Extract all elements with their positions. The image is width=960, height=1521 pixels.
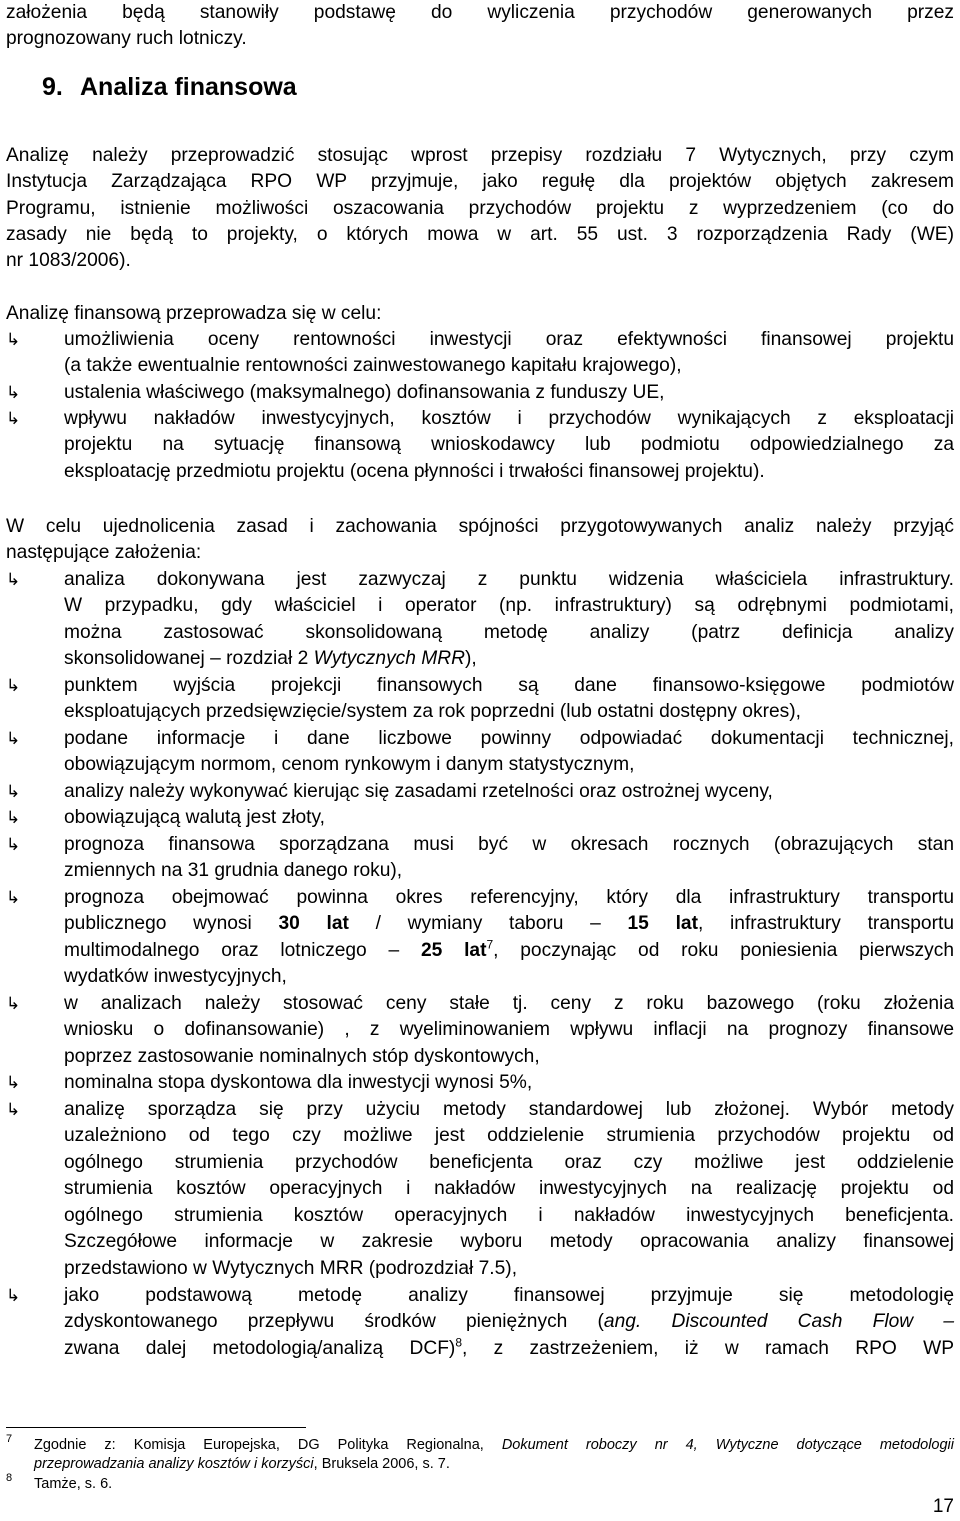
list-item: prognoza finansowa sporządzana musi być w okresach rocznych (obrazujących stan — [64, 834, 954, 855]
list-item: zmiennych na 31 grudnia danego roku), — [64, 860, 403, 881]
list-item: przedstawiono w Wytycznych MRR (podrozdział 7.5), — [64, 1258, 518, 1279]
footnote-ref[interactable]: 8 — [455, 1335, 462, 1350]
footnote-ref[interactable]: 7 — [486, 937, 494, 952]
footnote-text: Zgodnie z: Komisja Europejska, DG Polityka Regionalna, Dokument roboczy nr 4, Wytyczne dotyczące metodologii — [34, 1437, 954, 1453]
list-item: prognoza obejmować powinna okres referencyjny, który dla infrastruktury transportu — [64, 887, 954, 908]
list-item: strumienia kosztów operacyjnych i nakładów inwestycyjnych na realizację projektu od — [64, 1178, 954, 1199]
list-item: wpływu nakładów inwestycyjnych, kosztów i przychodów wynikających z eksploatacji — [64, 408, 954, 429]
arrow-bullet-icon: ↳ — [6, 1286, 21, 1305]
list-item: można zastosować skonsolidowaną metodę analizy (patrz definicja analizy — [64, 622, 954, 643]
list-item: (a także ewentualnie rentowności zainwestowanego kapitału krajowego), — [64, 355, 682, 376]
list-item: multimodalnego oraz lotniczego – 25 lat$^7$, poczynając od roku poniesienia pierwszych — [64, 937, 954, 961]
list-item: nominalna stopa dyskontowa dla inwestycji wynosi 5%, — [64, 1072, 533, 1093]
arrow-bullet-icon: ↳ — [6, 1100, 21, 1119]
list-item: zwana dalej metodologią/analizą DCF)$^8$, z zastrzeżeniem, iż w ramach RPO WP — [64, 1335, 955, 1359]
text-line: Instytucja Zarządzająca RPO WP przyjmuje, jako regułę dla projektów objętych zakresem — [6, 171, 954, 192]
list-item: podane informacje i dane liczbowe powinny odpowiadać dokumentacji technicznej, — [64, 728, 954, 749]
list-item: w analizach należy stosować ceny stałe tj. ceny z roku bazowego (roku złożenia — [64, 993, 954, 1014]
page-number: 17 — [932, 1496, 954, 1517]
footnote-number: 8 — [6, 1472, 13, 1484]
arrow-bullet-icon: ↳ — [6, 676, 21, 695]
text-line: prognozowany ruch lotniczy. — [6, 28, 247, 49]
arrow-bullet-icon: ↳ — [6, 782, 21, 801]
text-line: zasady nie będą to projekty, o których mowa w art. 55 ust. 3 rozporządzenia Rady (WE) — [6, 224, 954, 245]
arrow-bullet-icon: ↳ — [6, 729, 21, 748]
list-item: analiza dokonywana jest zazwyczaj z punktu widzenia właściciela infrastruktury. — [64, 569, 954, 590]
list-item: obowiązującym normom, cenom rynkowym i danym statystycznym, — [64, 754, 635, 775]
list-item: uzależniono od tego czy możliwe jest oddzielenie strumienia przychodów projektu od — [64, 1125, 954, 1146]
arrow-bullet-icon: ↳ — [6, 888, 21, 907]
arrow-bullet-icon: ↳ — [6, 808, 21, 827]
list-item: W przypadku, gdy właściciel i operator (np. infrastruktury) są odrębnymi podmiotami, — [64, 595, 954, 616]
arrow-bullet-icon: ↳ — [6, 570, 21, 589]
text-line: Analizę należy przeprowadzić stosując wprost przepisy rozdziału 7 Wytycznych, przy czym — [6, 145, 954, 166]
list-item: punktem wyjścia projekcji finansowych są dane finansowo-księgowe podmiotów — [64, 675, 954, 696]
text-line: W celu ujednolicenia zasad i zachowania spójności przygotowywanych analiz należy przyjąć — [6, 516, 954, 537]
text-line: Programu, istnienie możliwości oszacowania przychodów projektu z wyprzedzeniem (co do — [6, 198, 954, 219]
arrow-bullet-icon: ↳ — [6, 835, 21, 854]
section-title: Analiza finansowa — [80, 73, 297, 101]
list-item: analizy należy wykonywać kierując się zasadami rzetelności oraz ostrożnej wyceny, — [64, 781, 773, 802]
list-item: ogólnego strumienia przychodów beneficjenta oraz czy możliwe jest oddzielenie — [64, 1152, 954, 1173]
footnote-separator — [6, 1427, 306, 1428]
list-item: jako podstawową metodę analizy finansowej przyjmuje się metodologię — [64, 1285, 954, 1306]
list-item: ogólnego strumienia kosztów operacyjnych i nakładów inwestycyjnych beneficjenta. — [64, 1205, 954, 1226]
list-item: wydatków inwestycyjnych, — [64, 966, 287, 987]
footnote-number: 7 — [6, 1433, 13, 1445]
list-item: eksploatację przedmiotu projektu (ocena płynności i trwałości finansowej projektu). — [64, 461, 765, 482]
arrow-bullet-icon: ↳ — [6, 383, 21, 402]
arrow-bullet-icon: ↳ — [6, 1073, 21, 1092]
list-item: analizę sporządza się przy użyciu metody standardowej lub złożonej. Wybór metody — [64, 1099, 954, 1120]
list-item: Szczegółowe informacje w zakresie wyboru metody opracowania analizy finansowej — [64, 1231, 954, 1252]
list-item: skonsolidowanej – rozdział 2 Wytycznych MRR), — [64, 648, 477, 669]
list-item: eksploatujących przedsięwzięcie/system za rok poprzedni (lub ostatni dostępny okres), — [64, 701, 801, 722]
text-line: założenia będą stanowiły podstawę do wyliczenia przychodów generowanych przez — [6, 2, 954, 23]
list-item: projektu na sytuację finansową wnioskodawcy lub podmiotu odpowiedzialnego za — [64, 434, 954, 455]
footnote-text: Tamże, s. 6. — [34, 1476, 113, 1492]
footnote-text: przeprowadzania analizy kosztów i korzyści, Bruksela 2006, s. 7. — [34, 1456, 450, 1472]
arrow-bullet-icon: ↳ — [6, 330, 21, 349]
text-line: Analizę finansową przeprowadza się w celu: — [6, 303, 382, 324]
list-item: obowiązującą walutą jest złoty, — [64, 807, 325, 828]
section-number: 9. — [42, 73, 63, 101]
list-item: ustalenia właściwego (maksymalnego) dofinansowania z funduszy UE, — [64, 382, 665, 403]
list-item: publicznego wynosi 30 lat / wymiany taboru – 15 lat, infrastruktury transportu — [64, 913, 954, 934]
arrow-bullet-icon: ↳ — [6, 994, 21, 1013]
list-item: wniosku o dofinansowanie) , z wyeliminowaniem wpływu inflacji na prognozy finansowe — [64, 1019, 954, 1040]
section-heading — [42, 74, 297, 101]
arrow-bullet-icon: ↳ — [6, 409, 21, 428]
text-line: nr 1083/2006). — [6, 250, 131, 271]
text-line: następujące założenia: — [6, 542, 202, 563]
list-item: umożliwienia oceny rentowności inwestycji oraz efektywności finansowej projektu — [64, 329, 954, 350]
list-item: poprzez zastosowanie nominalnych stóp dyskontowych, — [64, 1046, 540, 1067]
list-item: zdyskontowanego przepływu środków pieniężnych (ang. Discounted Cash Flow – — [64, 1311, 954, 1332]
